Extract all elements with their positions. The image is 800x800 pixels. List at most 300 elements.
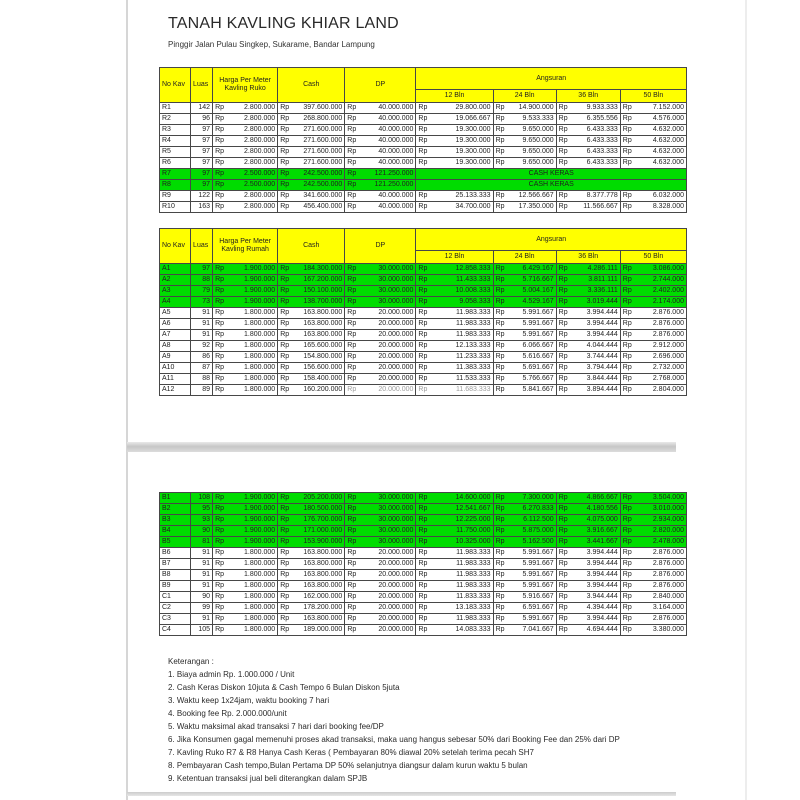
amount-value: 11.433.333 [456,276,491,283]
cell-dp [345,548,416,559]
currency-prefix: Rp [622,494,632,501]
note-item: 1. Biaya admin Rp. 1.000.000 / Unit [168,670,295,679]
amount-value: 3.844.444 [586,375,618,382]
amount-value: 11.983.333 [456,331,491,338]
cell-luas: 90 [191,526,213,537]
cell-luas: 96 [191,114,213,125]
currency-prefix: Rp [622,203,632,210]
cell-harga [213,493,278,504]
currency-prefix: Rp [347,148,357,155]
amount-value: 9.650.000 [522,137,554,144]
cell-dp [345,136,416,147]
cell-angsuran-12 [416,603,493,614]
amount-value: 154.800.000 [303,353,343,360]
currency-prefix: Rp [280,309,290,316]
currency-prefix: Rp [495,287,505,294]
amount-value: 2.876.000 [652,309,684,316]
cell-angsuran-36 [556,158,620,169]
currency-prefix: Rp [622,115,632,122]
currency-prefix: Rp [622,309,632,316]
header-angsuran: Angsuran [416,229,687,251]
currency-prefix: Rp [558,148,568,155]
currency-prefix: Rp [418,342,428,349]
table-row-B8 [160,570,687,581]
amount-value: 3.994.444 [586,331,618,338]
note-item: 6. Jika Konsumen gagal memenuhi proses akad transaksi, maka uang hangus sebesar 50% dari Booking Fee dan 25% dari DP [168,735,620,744]
currency-prefix: Rp [347,192,357,199]
currency-prefix: Rp [215,276,225,283]
currency-prefix: Rp [280,331,290,338]
cell-angsuran-50 [620,363,686,374]
amount-value: 12.133.333 [455,342,491,349]
cell-kav: A8 [160,341,191,352]
amount-value: 5.616.667 [522,353,554,360]
currency-prefix: Rp [622,615,632,622]
amount-value: 11.983.333 [456,549,491,556]
cell-dp [345,180,416,191]
amount-value: 30.000.000 [378,538,414,545]
cell-angsuran-12 [416,297,493,308]
currency-prefix: Rp [495,375,505,382]
cell-angsuran-24 [493,515,556,526]
cell-harga [213,297,278,308]
amount-value: 3.744.444 [586,353,618,360]
currency-prefix: Rp [347,364,357,371]
amount-value: 3.811.111 [588,276,618,283]
amount-value: 11.983.333 [456,309,491,316]
cell-angsuran-50 [620,158,686,169]
currency-prefix: Rp [558,615,568,622]
cell-angsuran-36 [556,275,620,286]
cell-dp [345,297,416,308]
amount-value: 30.000.000 [378,276,414,283]
cell-angsuran-24 [493,286,556,297]
currency-prefix: Rp [495,353,505,360]
currency-prefix: Rp [280,203,290,210]
currency-prefix: Rp [215,386,225,393]
cell-angsuran-50 [620,548,686,559]
amount-value: 5.991.667 [522,549,554,556]
amount-value: 14.083.333 [455,626,491,633]
amount-value: 4.866.667 [586,494,618,501]
currency-prefix: Rp [622,287,632,294]
header-dp: DP [345,229,416,264]
currency-prefix: Rp [418,615,428,622]
cell-cash [278,319,345,330]
currency-prefix: Rp [495,571,505,578]
cell-harga [213,147,278,158]
cell-kav: R6 [160,158,191,169]
cell-angsuran-24 [493,330,556,341]
amount-value: 5.162.500 [522,538,554,545]
currency-prefix: Rp [495,298,505,305]
currency-prefix: Rp [280,353,290,360]
cell-angsuran-12 [416,581,493,592]
cell-cash [278,515,345,526]
amount-value: 3.380.000 [652,626,684,633]
currency-prefix: Rp [495,604,505,611]
cell-angsuran-36 [556,264,620,275]
currency-prefix: Rp [347,265,357,272]
cell-dp [345,169,416,180]
cell-angsuran-12 [416,515,493,526]
cell-angsuran-50 [620,493,686,504]
amount-value: 1.800.000 [244,342,276,349]
currency-prefix: Rp [280,626,290,633]
amount-value: 2.804.000 [652,386,684,393]
currency-prefix: Rp [215,527,225,534]
cell-angsuran-50 [620,614,686,625]
cell-kav: A10 [160,363,191,374]
currency-prefix: Rp [215,615,225,622]
table-row-R1 [160,103,687,114]
cell-harga [213,308,278,319]
amount-value: 2.478.000 [652,538,684,545]
amount-value: 20.000.000 [378,342,414,349]
cell-cash [278,286,345,297]
amount-value: 25.133.333 [455,192,491,199]
cell-kav: B3 [160,515,191,526]
table-row-A7 [160,330,687,341]
amount-value: 1.800.000 [244,604,276,611]
cell-luas: 97 [191,158,213,169]
currency-prefix: Rp [558,353,568,360]
cell-cash [278,169,345,180]
amount-value: 121.250.000 [374,181,414,188]
currency-prefix: Rp [280,115,290,122]
amount-value: 2.876.000 [652,615,684,622]
amount-value: 19.300.000 [455,126,491,133]
table-row-R6 [160,158,687,169]
amount-value: 20.000.000 [378,549,414,556]
cell-angsuran-24 [493,191,556,202]
amount-value: 1.800.000 [244,615,276,622]
header-month: 50 Bln [620,90,686,103]
cell-harga [213,515,278,526]
currency-prefix: Rp [495,549,505,556]
currency-prefix: Rp [622,342,632,349]
cell-angsuran-36 [556,548,620,559]
currency-prefix: Rp [495,560,505,567]
currency-prefix: Rp [215,104,225,111]
amount-value: 3.994.444 [586,615,618,622]
cell-angsuran-50 [620,352,686,363]
cell-angsuran-36 [556,125,620,136]
amount-value: 9.650.000 [522,148,554,155]
cell-cash-keras: CASH KERAS [416,180,687,191]
cell-angsuran-24 [493,614,556,625]
currency-prefix: Rp [495,364,505,371]
currency-prefix: Rp [347,516,357,523]
note-item: 5. Waktu maksimal akad transaksi 7 hari dari booking fee/DP [168,722,384,731]
cell-dp [345,559,416,570]
currency-prefix: Rp [347,375,357,382]
cell-dp [345,592,416,603]
currency-prefix: Rp [418,331,428,338]
currency-prefix: Rp [622,192,632,199]
cell-angsuran-12 [416,202,493,213]
amount-value: 7.152.000 [652,104,684,111]
cell-kav: A9 [160,352,191,363]
amount-value: 6.355.556 [586,115,618,122]
amount-value: 341.600.000 [303,192,343,199]
currency-prefix: Rp [558,320,568,327]
currency-prefix: Rp [347,626,357,633]
currency-prefix: Rp [347,320,357,327]
cell-angsuran-50 [620,264,686,275]
currency-prefix: Rp [215,265,225,272]
cell-kav: C1 [160,592,191,603]
currency-prefix: Rp [280,375,290,382]
cell-cash [278,603,345,614]
cell-kav: C2 [160,603,191,614]
amount-value: 8.328.000 [652,203,684,210]
amount-value: 2.934.000 [652,516,684,523]
currency-prefix: Rp [558,276,568,283]
amount-value: 2.800.000 [244,192,276,199]
table-row-C4 [160,625,687,636]
currency-prefix: Rp [280,104,290,111]
cell-kav: A7 [160,330,191,341]
currency-prefix: Rp [495,192,505,199]
cell-angsuran-36 [556,297,620,308]
cell-cash [278,559,345,570]
currency-prefix: Rp [495,615,505,622]
amount-value: 20.000.000 [378,593,414,600]
cell-angsuran-50 [620,570,686,581]
cell-cash [278,202,345,213]
cell-angsuran-24 [493,374,556,385]
cell-cash [278,614,345,625]
currency-prefix: Rp [622,276,632,283]
amount-value: 9.533.333 [522,115,554,122]
cell-dp [345,537,416,548]
currency-prefix: Rp [280,148,290,155]
cell-dp [345,202,416,213]
amount-value: 163.800.000 [303,549,343,556]
cell-cash [278,374,345,385]
cell-angsuran-24 [493,158,556,169]
currency-prefix: Rp [495,342,505,349]
cell-angsuran-36 [556,515,620,526]
page-title: TANAH KAVLING KHIAR LAND [168,15,399,32]
cell-angsuran-24 [493,581,556,592]
cell-angsuran-24 [493,548,556,559]
cell-kav: R8 [160,180,191,191]
amount-value: 30.000.000 [378,287,414,294]
currency-prefix: Rp [622,560,632,567]
cell-kav: C4 [160,625,191,636]
amount-value: 3.336.111 [587,287,618,294]
cell-angsuran-36 [556,493,620,504]
cell-angsuran-50 [620,125,686,136]
currency-prefix: Rp [347,386,357,393]
cell-angsuran-50 [620,308,686,319]
currency-prefix: Rp [495,527,505,534]
amount-value: 4.075.000 [586,516,618,523]
amount-value: 184.300.000 [303,265,343,272]
currency-prefix: Rp [215,604,225,611]
amount-value: 2.800.000 [244,137,276,144]
cell-harga [213,548,278,559]
cell-kav: B4 [160,526,191,537]
scan-bottom-edge [127,792,676,796]
amount-value: 20.000.000 [378,309,414,316]
cell-angsuran-50 [620,504,686,515]
cell-angsuran-50 [620,147,686,158]
cell-kav: A5 [160,308,191,319]
currency-prefix: Rp [558,626,568,633]
currency-prefix: Rp [215,571,225,578]
cell-harga [213,526,278,537]
currency-prefix: Rp [558,192,568,199]
currency-prefix: Rp [215,287,225,294]
cell-kav: R3 [160,125,191,136]
currency-prefix: Rp [558,287,568,294]
table-row-A5 [160,308,687,319]
table-row-R5 [160,147,687,158]
amount-value: 3.994.444 [586,320,618,327]
amount-value: 11.983.333 [456,571,491,578]
cell-angsuran-24 [493,504,556,515]
currency-prefix: Rp [215,549,225,556]
currency-prefix: Rp [347,203,357,210]
currency-prefix: Rp [622,516,632,523]
cell-luas: 89 [191,385,213,396]
cell-dp [345,114,416,125]
amount-value: 4.044.444 [586,342,618,349]
cell-angsuran-36 [556,147,620,158]
table-row-R10 [160,202,687,213]
cell-luas: 92 [191,341,213,352]
cell-harga [213,103,278,114]
cell-harga [213,191,278,202]
amount-value: 4.576.000 [652,115,684,122]
currency-prefix: Rp [347,593,357,600]
amount-value: 11.683.333 [456,386,491,393]
amount-value: 6.270.833 [522,505,554,512]
cell-dp [345,191,416,202]
cell-dp [345,286,416,297]
amount-value: 5.991.667 [522,320,554,327]
cell-angsuran-12 [416,504,493,515]
amount-value: 4.632.000 [652,137,684,144]
cell-angsuran-50 [620,581,686,592]
amount-value: 17.350.000 [518,203,554,210]
currency-prefix: Rp [558,386,568,393]
currency-prefix: Rp [622,126,632,133]
currency-prefix: Rp [215,516,225,523]
currency-prefix: Rp [418,309,428,316]
amount-value: 3.916.667 [586,527,618,534]
table-row-A8 [160,341,687,352]
amount-value: 2.876.000 [652,331,684,338]
amount-value: 180.500.000 [303,505,343,512]
currency-prefix: Rp [418,560,428,567]
currency-prefix: Rp [418,320,428,327]
amount-value: 268.800.000 [303,115,343,122]
cell-angsuran-24 [493,114,556,125]
cell-luas: 95 [191,504,213,515]
cell-angsuran-50 [620,537,686,548]
currency-prefix: Rp [418,527,428,534]
amount-value: 9.933.333 [586,104,618,111]
currency-prefix: Rp [558,203,568,210]
currency-prefix: Rp [495,159,505,166]
header-month: 24 Bln [493,90,556,103]
cell-luas: 91 [191,570,213,581]
cell-angsuran-36 [556,625,620,636]
currency-prefix: Rp [280,342,290,349]
cell-cash [278,308,345,319]
currency-prefix: Rp [622,527,632,534]
cell-luas: 97 [191,180,213,191]
currency-prefix: Rp [215,115,225,122]
amount-value: 2.402.000 [652,287,684,294]
table-row-R9 [160,191,687,202]
currency-prefix: Rp [495,538,505,545]
amount-value: 1.900.000 [244,287,276,294]
cell-dp [345,614,416,625]
cell-kav: R4 [160,136,191,147]
currency-prefix: Rp [347,137,357,144]
cell-luas: 81 [191,537,213,548]
currency-prefix: Rp [418,137,428,144]
currency-prefix: Rp [418,549,428,556]
cell-angsuran-12 [416,493,493,504]
amount-value: 189.000.000 [303,626,343,633]
currency-prefix: Rp [558,265,568,272]
cell-kav: R9 [160,191,191,202]
cell-cash [278,526,345,537]
cell-cash [278,548,345,559]
cell-angsuran-50 [620,297,686,308]
cell-harga [213,614,278,625]
amount-value: 1.800.000 [244,353,276,360]
table-row-A9 [160,352,687,363]
cell-angsuran-36 [556,191,620,202]
amount-value: 4.394.444 [586,604,618,611]
currency-prefix: Rp [347,309,357,316]
amount-value: 153.900.000 [303,538,343,545]
amount-value: 30.000.000 [378,265,414,272]
currency-prefix: Rp [280,571,290,578]
amount-value: 40.000.000 [378,148,414,155]
cell-angsuran-36 [556,603,620,614]
cell-angsuran-36 [556,352,620,363]
currency-prefix: Rp [347,615,357,622]
currency-prefix: Rp [280,276,290,283]
cell-angsuran-12 [416,625,493,636]
currency-prefix: Rp [215,203,225,210]
currency-prefix: Rp [622,320,632,327]
cell-luas: 97 [191,169,213,180]
header-dp: DP [345,68,416,103]
amount-value: 178.200.000 [303,604,343,611]
currency-prefix: Rp [622,549,632,556]
currency-prefix: Rp [280,287,290,294]
amount-value: 271.600.000 [303,137,343,144]
cell-angsuran-24 [493,493,556,504]
table-row-R7 [160,169,687,180]
currency-prefix: Rp [495,320,505,327]
cell-angsuran-36 [556,570,620,581]
currency-prefix: Rp [215,192,225,199]
cell-dp [345,341,416,352]
currency-prefix: Rp [347,560,357,567]
currency-prefix: Rp [558,104,568,111]
amount-value: 14.900.000 [518,104,554,111]
